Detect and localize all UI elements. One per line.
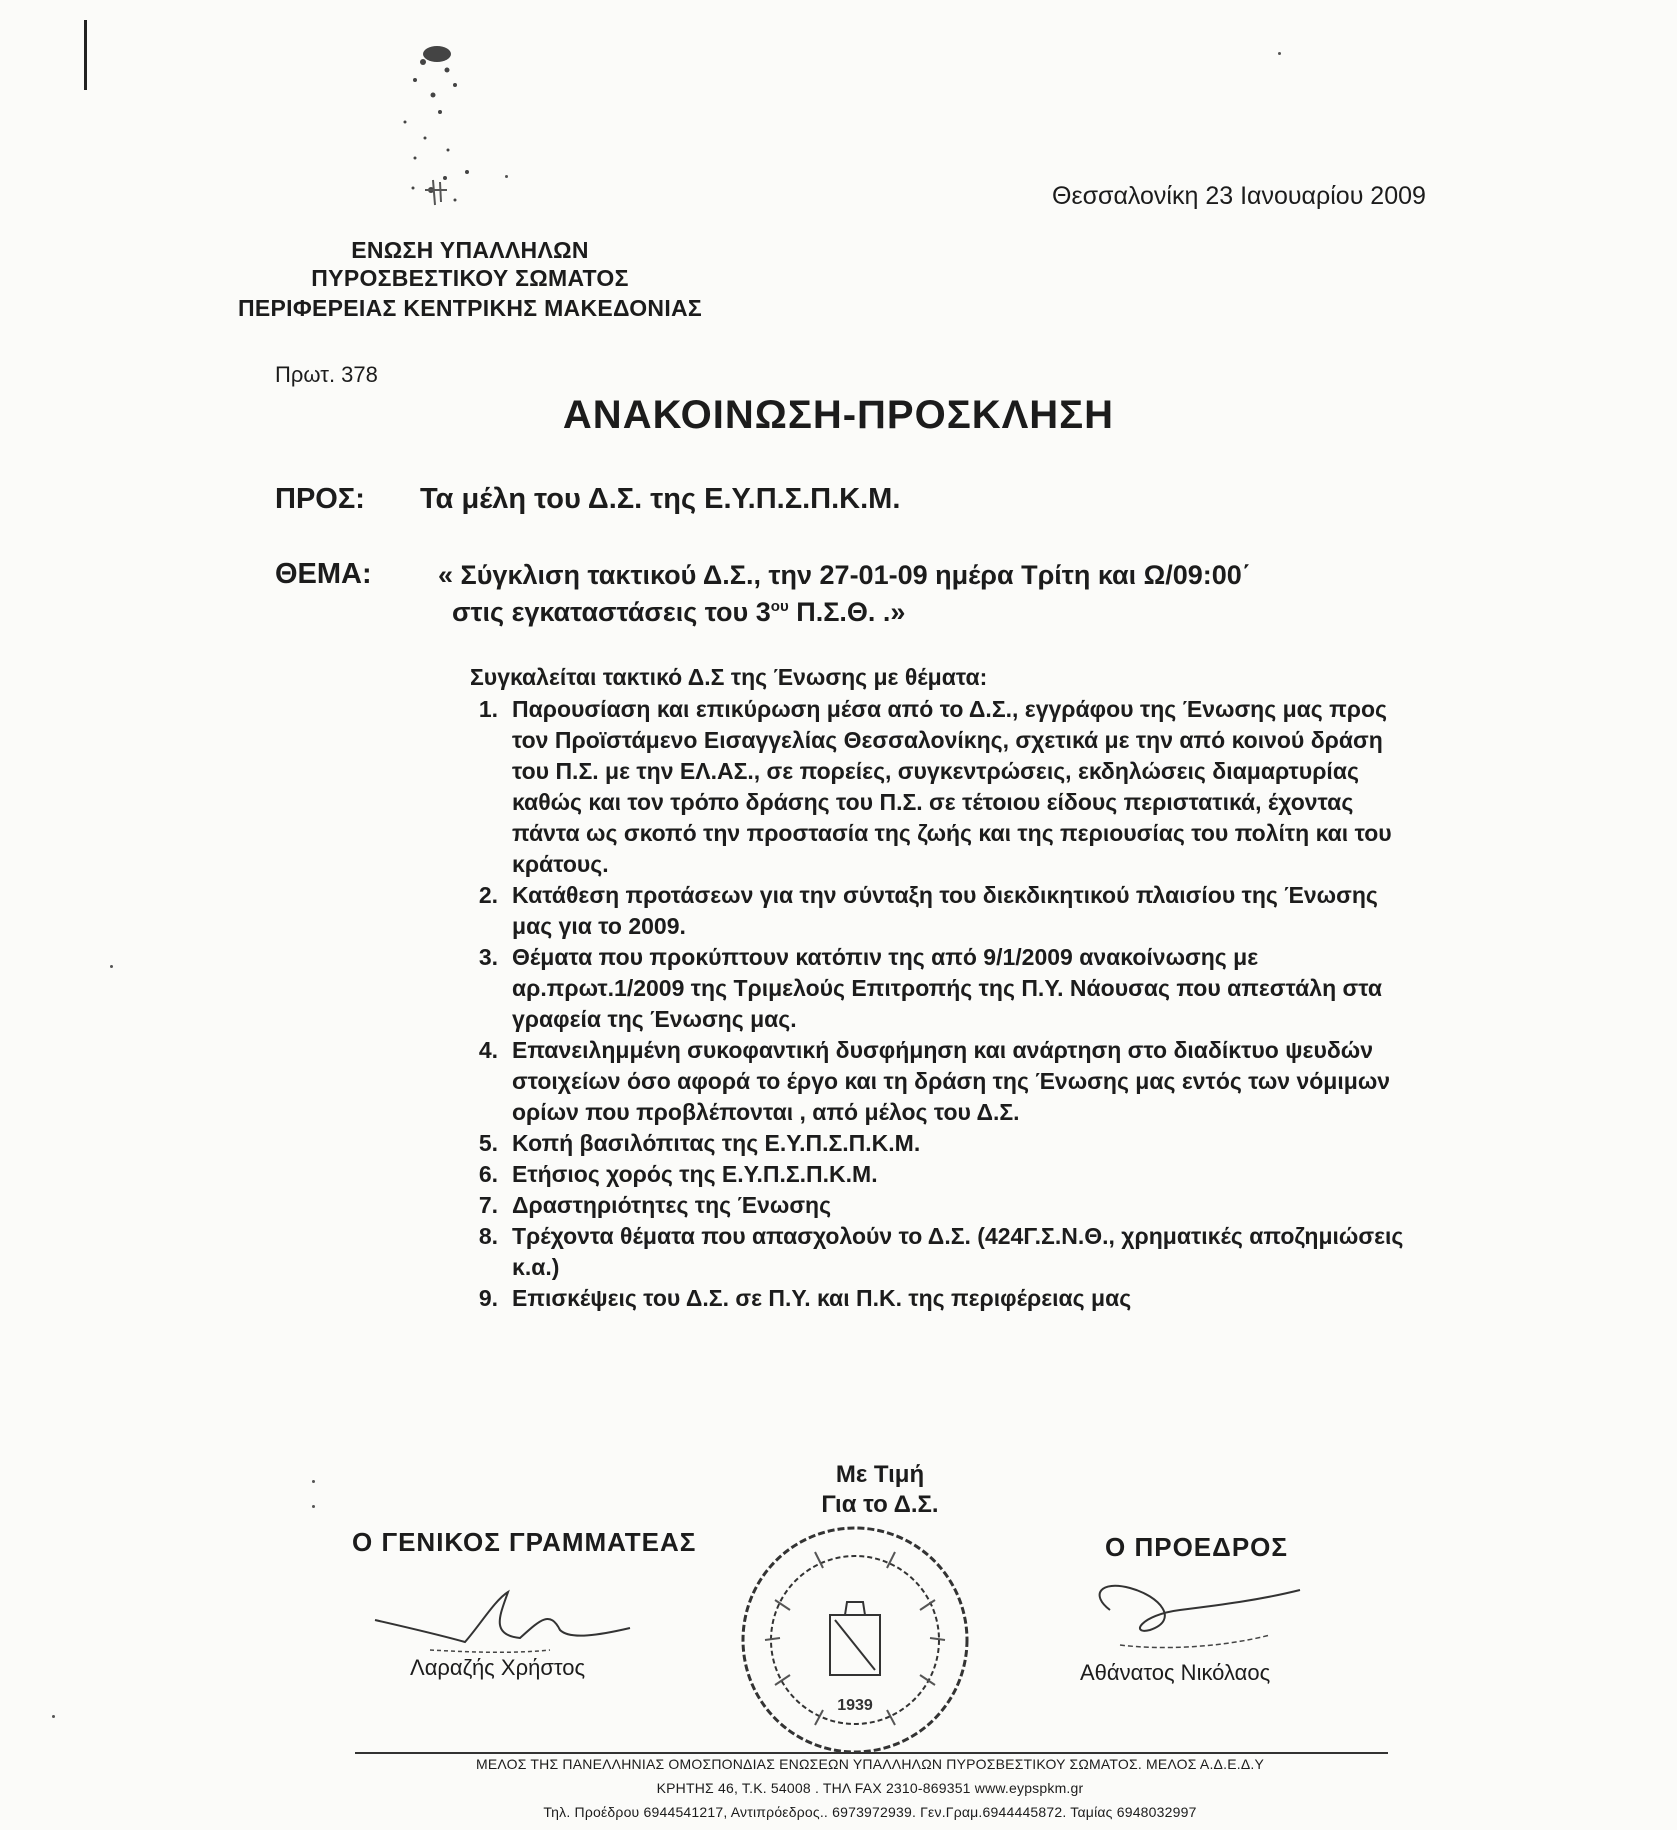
footer-line-2: ΚΡΗΤΗΣ 46, Τ.Κ. 54008 . ΤΗΛ FAX 2310-869351 www.eypspkm.gr bbox=[656, 1780, 1084, 1796]
document-date: Θεσσαλονίκη 23 Ιανουαρίου 2009 bbox=[1052, 182, 1426, 210]
agenda-item: 1. Παρουσίαση και επικύρωση μέσα από το Δ.Σ., εγγράφου της Ένωσης μας προς τον Προϊστάμενο Εισαγγελίας Θεσσαλονίκης, σχετικά με την από κοινού δράση του Π.Σ. με την ΕΛ.ΑΣ., σε πορείες, συγκεντρώσεις, εκδηλώσεις διαμαρτυρίας καθώς και τον τρόπο δράσης του Π.Σ. σε τέτοιου είδους περιστατικά, έχοντας πάντα ως σκοπό την προστασία της ζωής και της περιουσίας του πολίτη και του κράτους. bbox=[478, 696, 1392, 877]
scan-speck bbox=[52, 1715, 55, 1718]
footer-divider bbox=[355, 1752, 1388, 1754]
margin-line bbox=[84, 20, 87, 90]
secretary-name: Λαραζής Χρήστος bbox=[410, 1655, 586, 1680]
agenda-item: 4. Επανειλημμένη συκοφαντική δυσφήμηση και ανάρτηση στο διαδίκτυο ψευδών στοιχείων όσο αφορά το έργο και τη δράση της Ένωσης μας εντός των νόμιμων ορίων που προβλέπονται , από μέλος του Δ.Σ. bbox=[478, 1037, 1391, 1125]
footer-line-3: Τηλ. Προέδρου 6944541217, Αντιπρόεδρος.. 6973972939. Γεν.Γραμ.6944445872. Ταμίας 6948032997 bbox=[543, 1804, 1197, 1820]
subject-line-2: στις εγκαταστάσεις του $3^{o\upsilon}$ Π.Σ.Θ. .» bbox=[452, 597, 906, 627]
protocol-number: Πρωτ. 378 bbox=[275, 362, 378, 387]
agenda-item: 9. Επισκέψεις του Δ.Σ. σε Π.Υ. και Π.Κ. της περιφέρειας μας bbox=[478, 1285, 1132, 1311]
agenda-item: 8. Τρέχοντα θέματα που απασχολούν το Δ.Σ. (424Γ.Σ.Ν.Θ., χρηματικές αποζημιώσεις κ.α.) bbox=[478, 1223, 1404, 1280]
president-signature bbox=[1070, 1560, 1330, 1670]
agenda-item: 7. Δραστηριότητες της Ένωσης bbox=[478, 1192, 832, 1218]
agenda-item: 6. Ετήσιος χορός της Ε.Υ.Π.Σ.Π.Κ.Μ. bbox=[478, 1161, 878, 1187]
org-name-line-2: ΠΥΡΟΣΒΕΣΤΙΚΟΥ ΣΩΜΑΤΟΣ bbox=[311, 265, 629, 291]
subject-label: ΘΕΜΑ: bbox=[275, 558, 372, 590]
agenda-item: 2. Κατάθεση προτάσεων για την σύνταξη του διεκδικητικού πλαισίου της Ένωσης μας για το 2009. bbox=[478, 882, 1378, 939]
recipient-text: Τα μέλη του Δ.Σ. της Ε.Υ.Π.Σ.Π.Κ.Μ. bbox=[420, 483, 901, 515]
union-emblem bbox=[385, 40, 505, 225]
footer-line-1: ΜΕΛΟΣ ΤΗΣ ΠΑΝΕΛΛΗΝΙΑΣ ΟΜΟΣΠΟΝΔΙΑΣ ΕΝΩΣΕΩΝ ΥΠΑΛΛΗΛΩΝ ΠΥΡΟΣΒΕΣΤΙΚΟΥ ΣΩΜΑΤΟΣ. ΜΕΛΟΣ Α.Δ.Ε.Δ.Υ bbox=[475, 1756, 1265, 1772]
stamp-year: 1939 bbox=[837, 1697, 873, 1714]
president-title: Ο ΠΡΟΕΔΡΟΣ bbox=[1105, 1532, 1288, 1562]
org-name-line-3: ΠΕΡΙΦΕΡΕΙΑΣ ΚΕΝΤΡΙΚΗΣ ΜΑΚΕΔΟΝΙΑΣ bbox=[237, 295, 703, 321]
agenda-list bbox=[462, 694, 1412, 1314]
scan-speck bbox=[312, 1505, 315, 1508]
recipient-label: ΠΡΟΣ: bbox=[275, 483, 365, 515]
subject-line-1: « Σύγκλιση τακτικού Δ.Σ., την 27-01-09 ημέρα Τρίτη και Ω/09:00΄ bbox=[438, 560, 1251, 590]
secretary-title: Ο ΓΕΝΙΚΟΣ ΓΡΑΜΜΑΤΕΑΣ bbox=[352, 1527, 697, 1557]
agenda-intro: Συγκαλείται τακτικό Δ.Σ της Ένωσης με θέματα: bbox=[470, 664, 988, 690]
scan-speck bbox=[110, 965, 113, 968]
scan-speck bbox=[312, 1480, 315, 1483]
org-name-line-1: ΕΝΩΣΗ ΥΠΑΛΛΗΛΩΝ bbox=[351, 237, 589, 263]
scan-speck bbox=[1278, 52, 1281, 55]
closing-regards: Με Τιμή Για το Δ.Σ. bbox=[821, 1461, 939, 1518]
agenda-item: 5. Κοπή βασιλόπιτας της Ε.Υ.Π.Σ.Π.Κ.Μ. bbox=[478, 1130, 921, 1156]
document-title: ΑΝΑΚΟΙΝΩΣΗ-ΠΡΟΣΚΛΗΣΗ bbox=[562, 393, 1115, 437]
president-name: Αθάνατος Νικόλαος bbox=[1080, 1660, 1271, 1685]
agenda-item: 3. Θέματα που προκύπτουν κατόπιν της από 9/1/2009 ανακοίνωσης με αρ.πρωτ.1/2009 της Τριμελούς Επιτροπής της Π.Υ. Νάουσας που απεστάλη στα γραφεία της Ένωσης μας. bbox=[478, 944, 1383, 1032]
official-stamp bbox=[735, 1520, 975, 1760]
scan-speck bbox=[505, 175, 508, 178]
